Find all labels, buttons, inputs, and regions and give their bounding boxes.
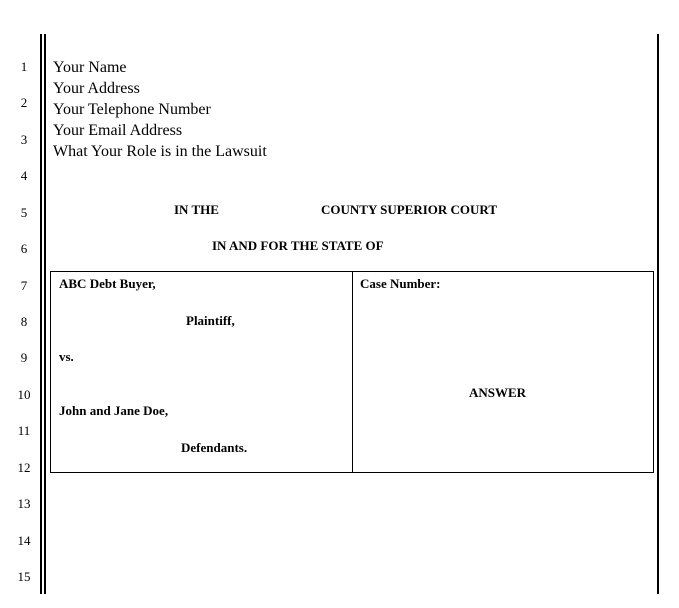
line-number: 13 [17,496,31,511]
caption-divider [352,272,353,472]
defendant-label: Defendants. [181,440,248,455]
court-jurisdiction: IN AND FOR THE STATE OF [212,238,384,253]
left-margin-rule-inner [44,34,46,594]
line-number: 3 [20,132,28,147]
court-title-left: IN THE [174,202,219,217]
document-title: ANSWER [469,385,527,400]
right-margin-rule [657,34,659,594]
line-number: 5 [20,205,28,220]
party-email: Your Email Address [53,122,183,139]
party-role: What Your Role is in the Lawsuit [53,143,267,160]
line-number: 14 [17,533,31,548]
line-number: 9 [20,350,28,365]
case-caption-box [50,271,654,473]
party-phone: Your Telephone Number [53,101,211,118]
line-number: 15 [17,569,31,584]
party-address: Your Address [53,80,140,97]
line-number: 1 [20,59,28,74]
line-number: 12 [17,460,31,475]
line-number: 7 [20,278,28,293]
left-margin-rule-outer [40,34,42,594]
line-number: 4 [20,168,28,183]
plaintiff-name: ABC Debt Buyer, [59,276,156,291]
line-number: 8 [20,314,28,329]
court-title-right: COUNTY SUPERIOR COURT [321,202,498,217]
line-number: 10 [17,387,31,402]
party-name: Your Name [53,59,127,76]
line-number: 11 [17,423,31,438]
versus-label: vs. [59,349,74,364]
case-number-label: Case Number: [360,276,441,291]
line-number: 2 [20,95,28,110]
plaintiff-label: Plaintiff, [186,313,235,328]
defendant-name: John and Jane Doe, [59,403,169,418]
line-number: 6 [20,241,28,256]
